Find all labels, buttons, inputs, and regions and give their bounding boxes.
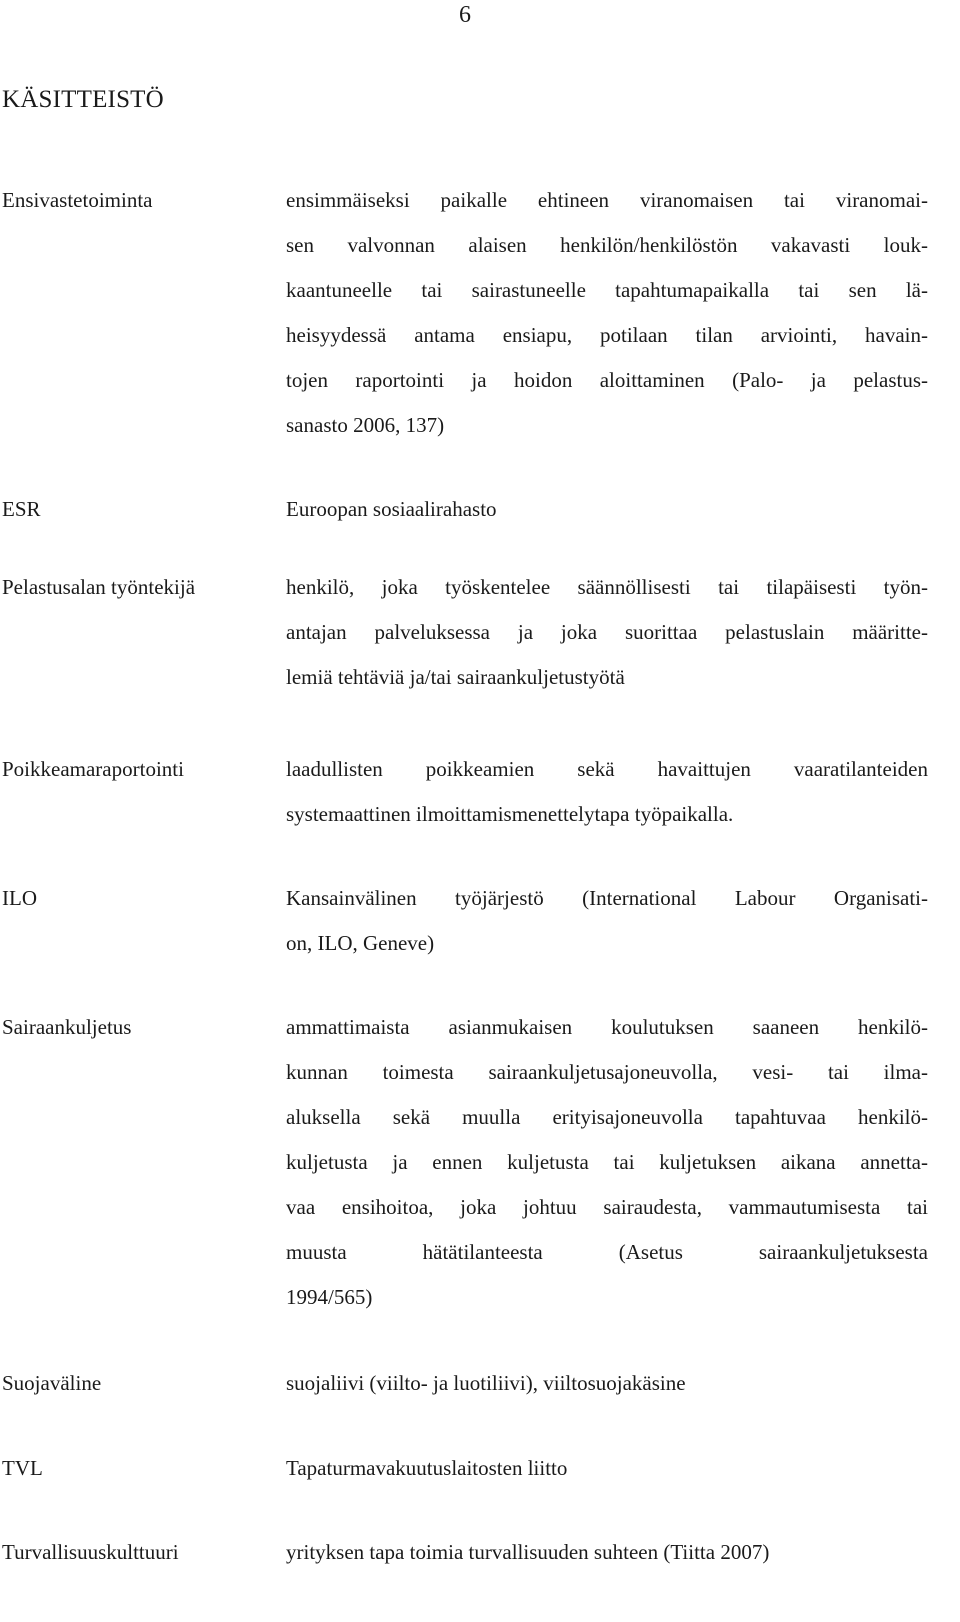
definition-line: sanasto 2006, 137) (286, 413, 445, 437)
glossary-definition (286, 178, 928, 448)
glossary-definition (286, 1530, 928, 1575)
definition-line: kuljetusta ja ennen kuljetusta tai kuljetuksen aikana annetta- (286, 1150, 928, 1174)
definition-line: sen valvonnan alaisen henkilön/henkilöstön vakavasti louk- (286, 233, 928, 257)
glossary-term: Suojaväline (2, 1371, 102, 1395)
glossary-term: Pelastusalan työntekijä (2, 575, 196, 599)
definition-line: vaa ensihoitoa, joka johtuu sairaudesta, vammautumisesta tai (286, 1195, 928, 1219)
definition-line: yrityksen tapa toimia turvallisuuden suhteen (Tiitta 2007) (286, 1540, 770, 1564)
definition-line: ensimmäiseksi paikalle ehtineen viranomaisen tai viranomai- (286, 188, 928, 212)
definition-line: lemiä tehtäviä ja/tai sairaankuljetustyötä (286, 665, 625, 689)
definition-line: heisyydessä antama ensiapu, potilaan tilan arviointi, havain- (286, 323, 928, 347)
glossary-definition (286, 1005, 928, 1320)
definition-line: on, ILO, Geneve) (286, 931, 435, 955)
glossary-definition (286, 1361, 928, 1406)
definition-line: 1994/565) (286, 1285, 373, 1309)
definition-line: Tapaturmavakuutuslaitosten liitto (286, 1456, 568, 1480)
definition-line: antajan palveluksessa ja joka suorittaa pelastuslain määritte- (286, 620, 928, 644)
definition-line: aluksella sekä muulla erityisajoneuvolla tapahtuvaa henkilö- (286, 1105, 928, 1129)
definition-line: Kansainvälinen työjärjestö (International Labour Organisati- (286, 886, 928, 910)
definition-line: suojaliivi (viilto- ja luotiliivi), viiltosuojakäsine (286, 1371, 686, 1395)
glossary-definition (286, 747, 928, 837)
definition-line: Euroopan sosiaalirahasto (286, 497, 497, 521)
glossary-term: TVL (2, 1456, 43, 1480)
glossary-definition (286, 487, 928, 532)
definition-line: ammattimaista asianmukaisen koulutuksen saaneen henkilö- (286, 1015, 928, 1039)
definition-line: tojen raportointi ja hoidon aloittaminen (Palo- ja pelastus- (286, 368, 928, 392)
page-heading: KÄSITTEISTÖ (2, 86, 164, 113)
definition-line: muusta hätätilanteesta (Asetus sairaankuljetuksesta (286, 1240, 928, 1264)
glossary-definition (286, 565, 928, 700)
definition-line: systemaattinen ilmoittamismenettelytapa työpaikalla. (286, 802, 734, 826)
glossary-definition (286, 876, 928, 966)
page-number: 6 (459, 2, 471, 28)
glossary-term: Turvallisuuskulttuuri (2, 1540, 179, 1564)
glossary-term: Ensivastetoiminta (2, 188, 153, 212)
definition-line: henkilö, joka työskentelee säännöllisesti tai tilapäisesti työn- (286, 575, 928, 599)
definition-line: kaantuneelle tai sairastuneelle tapahtumapaikalla tai sen lä- (286, 278, 928, 302)
glossary-term: Sairaankuljetus (2, 1015, 132, 1039)
definition-line: kunnan toimesta sairaankuljetusajoneuvolla, vesi- tai ilma- (286, 1060, 928, 1084)
glossary-term: ESR (2, 497, 41, 521)
glossary-term: Poikkeamaraportointi (2, 757, 184, 781)
definition-line: laadullisten poikkeamien sekä havaittujen vaaratilanteiden (286, 757, 928, 781)
glossary-definition (286, 1446, 928, 1491)
glossary-term: ILO (2, 886, 37, 910)
